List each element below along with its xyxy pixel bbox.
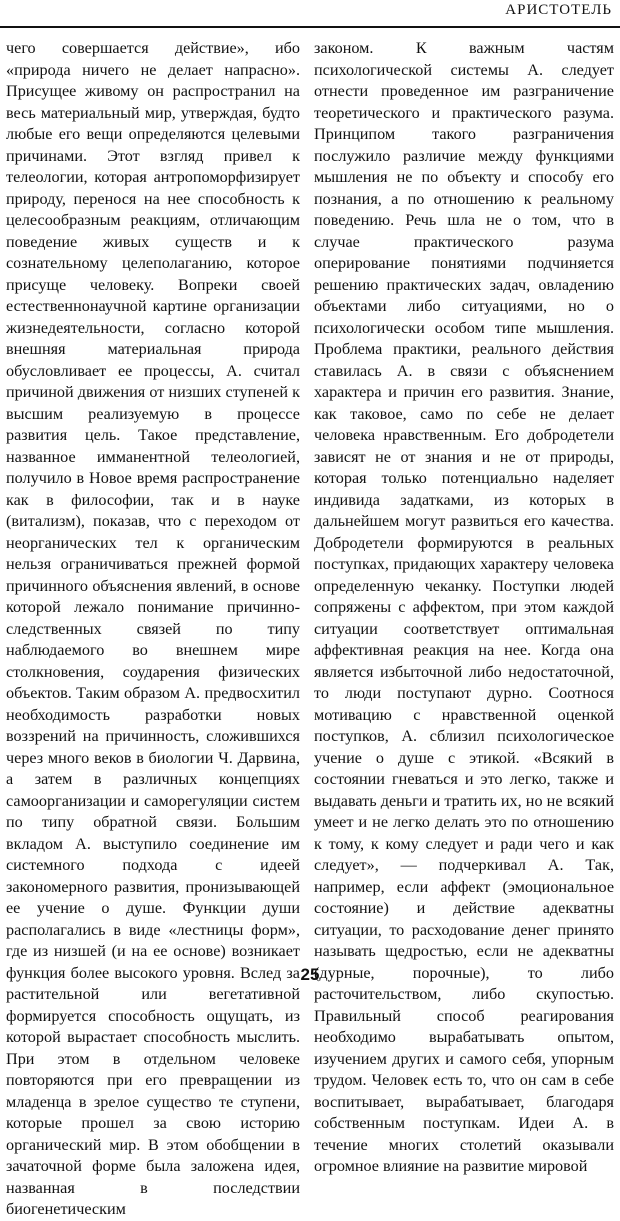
header-rule: [0, 26, 620, 28]
column-right-text: законом. К важным частям психологической системы А. следует отнести проведенное им разграничение теоретического и практического разума. Принципом такого разграничения послужило различие между функциями мышления не по объекту и способу его познания, а по отношению к реальному поведению. Речь шла не о том, что в случае практического разума оперирование понятиями подчиняется решению практических задач, овладению объектами либо ситуациями, но о психологически особом типе мышления. Проблема практики, реального действия ставилась А. в связи с объяснением характера и причин его развития. Знание, как таковое, само по себе не делает человека нравственным. Его добродетели зависят не от знания и не от природы, которая только потенциально наделяет индивида задатками, из которых в дальнейшем могут развиться его качества. Добродетели формируются в реальных поступках, придающих характеру человека определенную чеканку. Поступки людей сопряжены с аффектом, при этом каждой ситуации соответствует оптимальная аффективная реакция на нее. Когда она является избыточной либо недостаточной, то люди поступают дурно. Соотнося мотивацию с нравственной оценкой поступков, А. сблизил психологическое учение о душе с этикой. «Всякий в состоянии гневаться и это легко, также и выдавать деньги и тратить их, но не всякий умеет и не легко делать это по отношению к тому, к кому следует и ради чего и как следует», — подчеркивал А. Так, например, если аффект (эмоциональное состояние) и действие адекватны ситуации, то расходование денег принято называть щедростью, если не адекватны (дурные, порочные), то либо расточительством, либо скупостью. Правильный способ реагирования необходимо вырабатывать опытом, изучением других и самого себя, упорным трудом. Человек есть то, что он сам в себе воспитывает, вырабатывает, благодаря собственным поступкам. Идеи А. в течение многих столетий оказывали огромное влияние на развитие мировой: [314, 39, 614, 1175]
column-left-text: чего совершается действие», ибо «природа ничего не делает напрасно». Присущее живому он распространил на весь материальный мир, утверждая, будто любые его вещи определяются целевыми причинами. Этот взгляд привел к телеологии, которая антропоморфизирует природу, перенося на нее способность к целесообразным реакциям, отличающим поведение живых существ и к сознательному целеполаганию, которое присуще человеку. Вопреки своей естественнонаучной картине организации жизнедеятельности, согласно которой внешняя материальная природа обусловливает ее процессы, А. считал причиной движения от низших ступеней к высшим реализуемую в процессе развития цель. Такое представление, названное имманентной телеологией, получило в Новое время распространение как в философии, так и в науке (витализм), показав, что с переходом от неорганических тел к органическим нельзя ограничиваться прежней формой причинного объяснения явлений, в основе которой лежало понимание причинно-следственных связей по типу наблюдаемого во внешнем мире столкновения, соударения физических объектов. Таким образом А. предвосхитил необходимость разработки новых воззрений на причинность, сложившихся через много веков в биологии Ч. Дарвина, а затем в различных концепциях самоорганизации и саморегуляции систем по типу обратной связи. Большим вкладом А. выступило соединение им системного подхода с идеей закономерного развития, пронизывающей ее учение о душе. Функции души располагались в виде «лестницы форм», где из низшей (и на ее основе) возникает функция более высокого уровня. Вслед за растительной или вегетативной формируется способность ощущать, из которой вырастает способность мыслить. При этом в отдельном человеке повторяются при его превращении из младенца в зрелое существо те ступени, которые прошел за свою историю органический мир. В этом обобщении в зачаточной форме была заложена идея, названная в последствии биогенетическим: [6, 39, 300, 1218]
text-column-left: [6, 38, 300, 1221]
text-column-right: [314, 38, 614, 1178]
page-number: 25: [300, 965, 320, 984]
running-head: АРИСТОТЕЛЬ: [505, 2, 612, 18]
